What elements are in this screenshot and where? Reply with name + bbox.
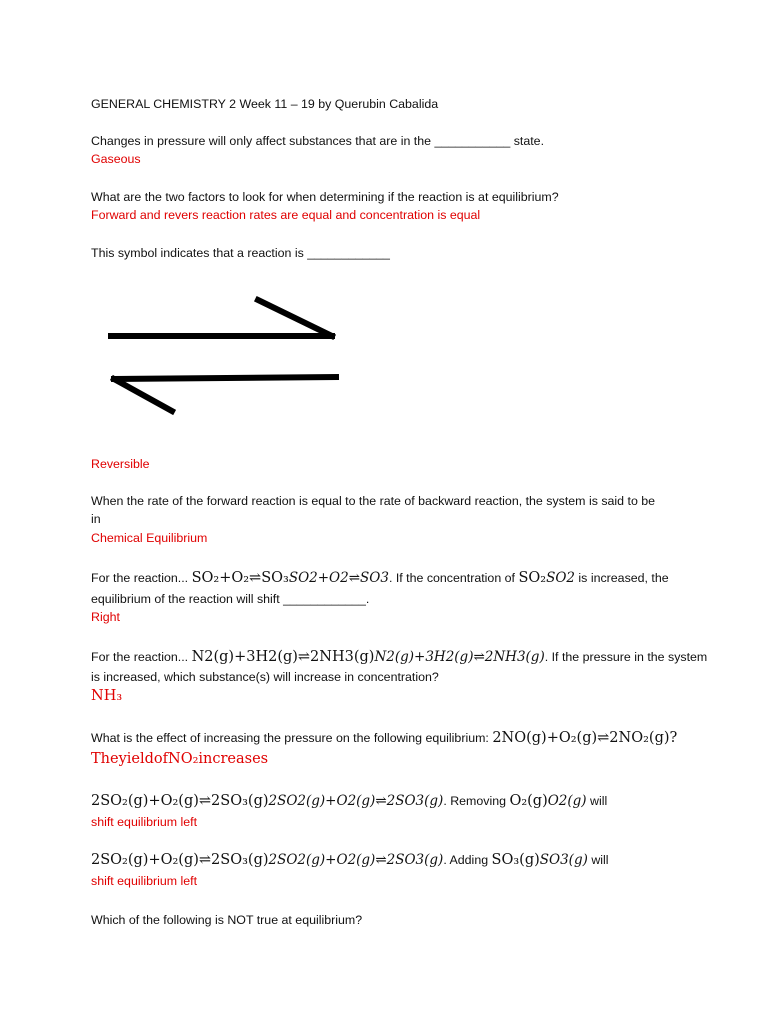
q8-equation: 2SO₂(g)+O₂(g)⇌2SO₃(g)	[91, 793, 269, 809]
question-9	[91, 852, 609, 868]
document-title: GENERAL CHEMISTRY 2 Week 11 – 19 by Querubin Cabalida	[91, 97, 439, 111]
question-6-line-1	[91, 649, 707, 665]
q5-prefix: For the reaction...	[91, 571, 192, 585]
q7-equation: 2NO(g)+O₂(g)⇌2NO₂(g)?	[492, 730, 678, 746]
question-4-line-2: in	[91, 512, 101, 526]
question-1: Changes in pressure will only affect substances that are in the ___________ state.	[91, 134, 545, 148]
question-8	[91, 793, 607, 809]
q7-text: What is the effect of increasing the pressure on the following equilibrium:	[91, 731, 493, 745]
q5-species-italic: SO2	[546, 570, 575, 586]
q8-suffix: will	[586, 794, 608, 808]
question-2: What are the two factors to look for when determining if the reaction is at equilibrium?	[91, 190, 559, 204]
question-7	[91, 730, 677, 746]
question-3: This symbol indicates that a reaction is ____________	[91, 246, 390, 260]
q9-equation-italic: 2SO2(g)+O2(g)⇌2SO3(g)	[268, 852, 444, 868]
q8-mid: . Removing	[443, 794, 510, 808]
q9-suffix: will	[587, 853, 609, 867]
q8-species: O₂(g)	[509, 793, 548, 809]
answer-2: Forward and revers reaction rates are equal and concentration is equal	[91, 208, 481, 222]
answer-7: TheyieldofNO₂increases	[91, 751, 269, 767]
q5-suffix: is increased, the	[574, 571, 669, 585]
question-6-line-2: is increased, which substance(s) will increase in concentration?	[91, 670, 439, 684]
answer-8: shift equilibrium left	[91, 815, 198, 829]
question-5-line-1	[91, 570, 669, 586]
answer-3: Reversible	[91, 457, 150, 471]
answer-6: NH₃	[91, 688, 123, 704]
q6-suffix: . If the pressure in the system	[544, 650, 708, 664]
q9-species: SO₃(g)	[491, 852, 540, 868]
q6-prefix: For the reaction...	[91, 650, 192, 664]
answer-9: shift equilibrium left	[91, 874, 198, 888]
answer-5: Right	[91, 610, 120, 624]
q6-equation-italic: N2(g)+3H2(g)⇌2NH3(g)	[374, 649, 545, 665]
question-4-line-1: When the rate of the forward reaction is equal to the rate of backward reaction, the system is said to be	[91, 494, 656, 508]
question-10: Which of the following is NOT true at equilibrium?	[91, 913, 363, 927]
answer-4: Chemical Equilibrium	[91, 531, 208, 545]
q9-species-italic: SO3(g)	[539, 852, 588, 868]
q5-species: SO₂	[518, 570, 547, 586]
q9-mid: . Adding	[443, 853, 492, 867]
answer-1: Gaseous	[91, 152, 141, 166]
reversible-arrow-icon	[108, 293, 343, 418]
q5-equation: SO₂+O₂⇌SO₃	[191, 570, 289, 586]
q9-equation: 2SO₂(g)+O₂(g)⇌2SO₃(g)	[91, 852, 269, 868]
question-5-line-2: equilibrium of the reaction will shift ____________.	[91, 592, 370, 606]
q5-mid: . If the concentration of	[388, 571, 519, 585]
q8-species-italic: O2(g)	[547, 793, 587, 809]
q8-equation-italic: 2SO2(g)+O2(g)⇌2SO3(g)	[268, 793, 444, 809]
q5-equation-italic: SO2+O2⇌SO3	[288, 570, 389, 586]
q6-equation: N2(g)+3H2(g)⇌2NH3(g)	[191, 649, 375, 665]
